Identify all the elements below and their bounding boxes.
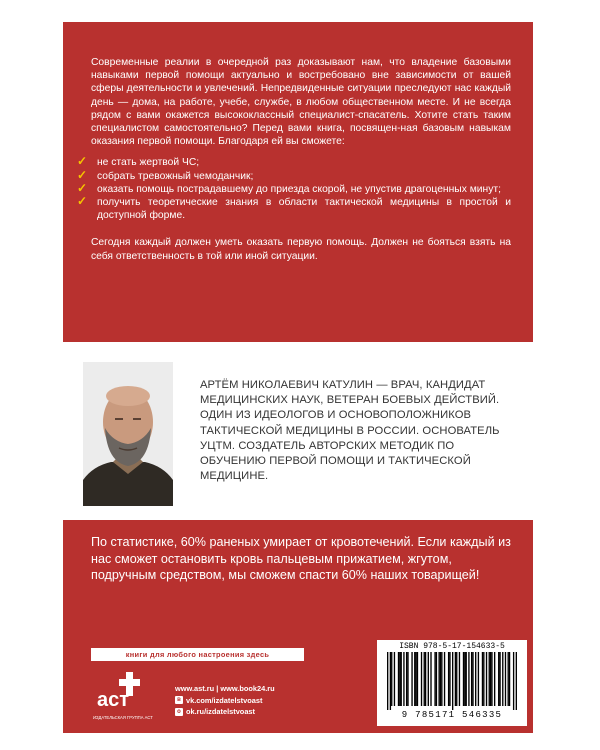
checklist-item: ✓ оказать помощь пострадавшему до приезда скорой, не упустив драгоценных минут; bbox=[77, 180, 501, 195]
svg-text:аст: аст bbox=[97, 689, 130, 711]
checklist-item: ✓ собрать тревожный чемоданчик; bbox=[77, 167, 254, 182]
statistics-text: По статистике, 60% раненых умирает от кровотечений. Если каждый из нас сможет остановить кровь пальцевым прижатием, жгутом, подручным средством, мы сможем спасти 60% наших товарищей! bbox=[91, 535, 511, 583]
barcode-number: 9 785171 546335 bbox=[401, 710, 503, 720]
description-text bbox=[77, 56, 511, 263]
checkmark-icon: ✓ bbox=[77, 167, 88, 182]
checkmark-icon: ✓ bbox=[77, 180, 88, 195]
svg-text:ИЗДАТЕЛЬСКАЯ ГРУППА АСТ: ИЗДАТЕЛЬСКАЯ ГРУППА АСТ bbox=[93, 715, 153, 720]
footer-panel bbox=[63, 520, 533, 733]
checkmark-icon: ✓ bbox=[77, 194, 88, 209]
checkmark-icon: ✓ bbox=[77, 154, 88, 169]
isbn-barcode-box bbox=[377, 640, 527, 726]
author-photo bbox=[83, 362, 173, 506]
description-panel bbox=[63, 22, 533, 342]
benefits-checklist bbox=[77, 154, 511, 222]
ok-link[interactable]: ok.ru/izdatelstvoast bbox=[186, 707, 255, 716]
isbn-label: ISBN 978-5-17-154633-5 bbox=[399, 642, 505, 651]
author-bio: АРТЁМ НИКОЛАЕВИЧ КАТУЛИН — ВРАЧ, КАНДИДАТ МЕДИЦИНСКИХ НАУК, ВЕТЕРАН БОЕВЫХ ДЕЙСТВИЙ. ОДИН ИЗ ИДЕОЛОГОВ И ОСНОВОПОЛОЖНИКОВ ТАКТИЧЕСКОЙ МЕДИЦИНЫ В РОССИИ. ОСНОВАТЕЛЬ УЦТМ. СОЗДАТЕЛЬ АВТОРСКИХ МЕТОДИК ПО ОБУЧЕНИЮ ПЕРВОЙ ПОМОЩИ И ТАКТИЧЕСКОЙ МЕДИЦИНЕ. bbox=[200, 379, 500, 483]
publisher-tagline: книги для любого настроения здесь bbox=[91, 648, 304, 661]
ok-icon: о bbox=[175, 708, 183, 716]
intro-paragraph: Современные реалии в очередной раз доказывают нам, что владение базовыми навыками первой помощи актуально и востребовано вне зависимости от вашей сферы деятельности и увлечений. Непредвиденные ситуации преследуют нас каждый день — дома, на работе, учебе, службе, в любом общественном месте. И не всегда рядом с вами окажется высококлассный специалист-спасатель. Хотите стать таким специалистом самостоятельно? Перед вами книга, посвящен-ная базовым навыкам оказания первой помощи. Благодаря ей вы сможете: bbox=[91, 57, 511, 148]
vk-link[interactable]: vk.com/izdatelstvoast bbox=[186, 695, 263, 705]
vk-icon: в bbox=[175, 696, 183, 704]
publisher-contacts bbox=[175, 683, 355, 718]
checklist-item: ✓ не стать жертвой ЧС; bbox=[77, 154, 200, 169]
checklist-item: ✓ получить теоретические знания в области тактической медицины в простой и доступной форме. bbox=[77, 194, 511, 222]
closing-paragraph: Сегодня каждый должен уметь оказать первую помощь. Должен не бояться взять на себя ответственность в той или иной ситуации. bbox=[91, 237, 511, 262]
publisher-logo bbox=[93, 670, 153, 722]
barcode bbox=[387, 652, 517, 710]
websites-link[interactable]: www.ast.ru | www.book24.ru bbox=[175, 684, 275, 693]
